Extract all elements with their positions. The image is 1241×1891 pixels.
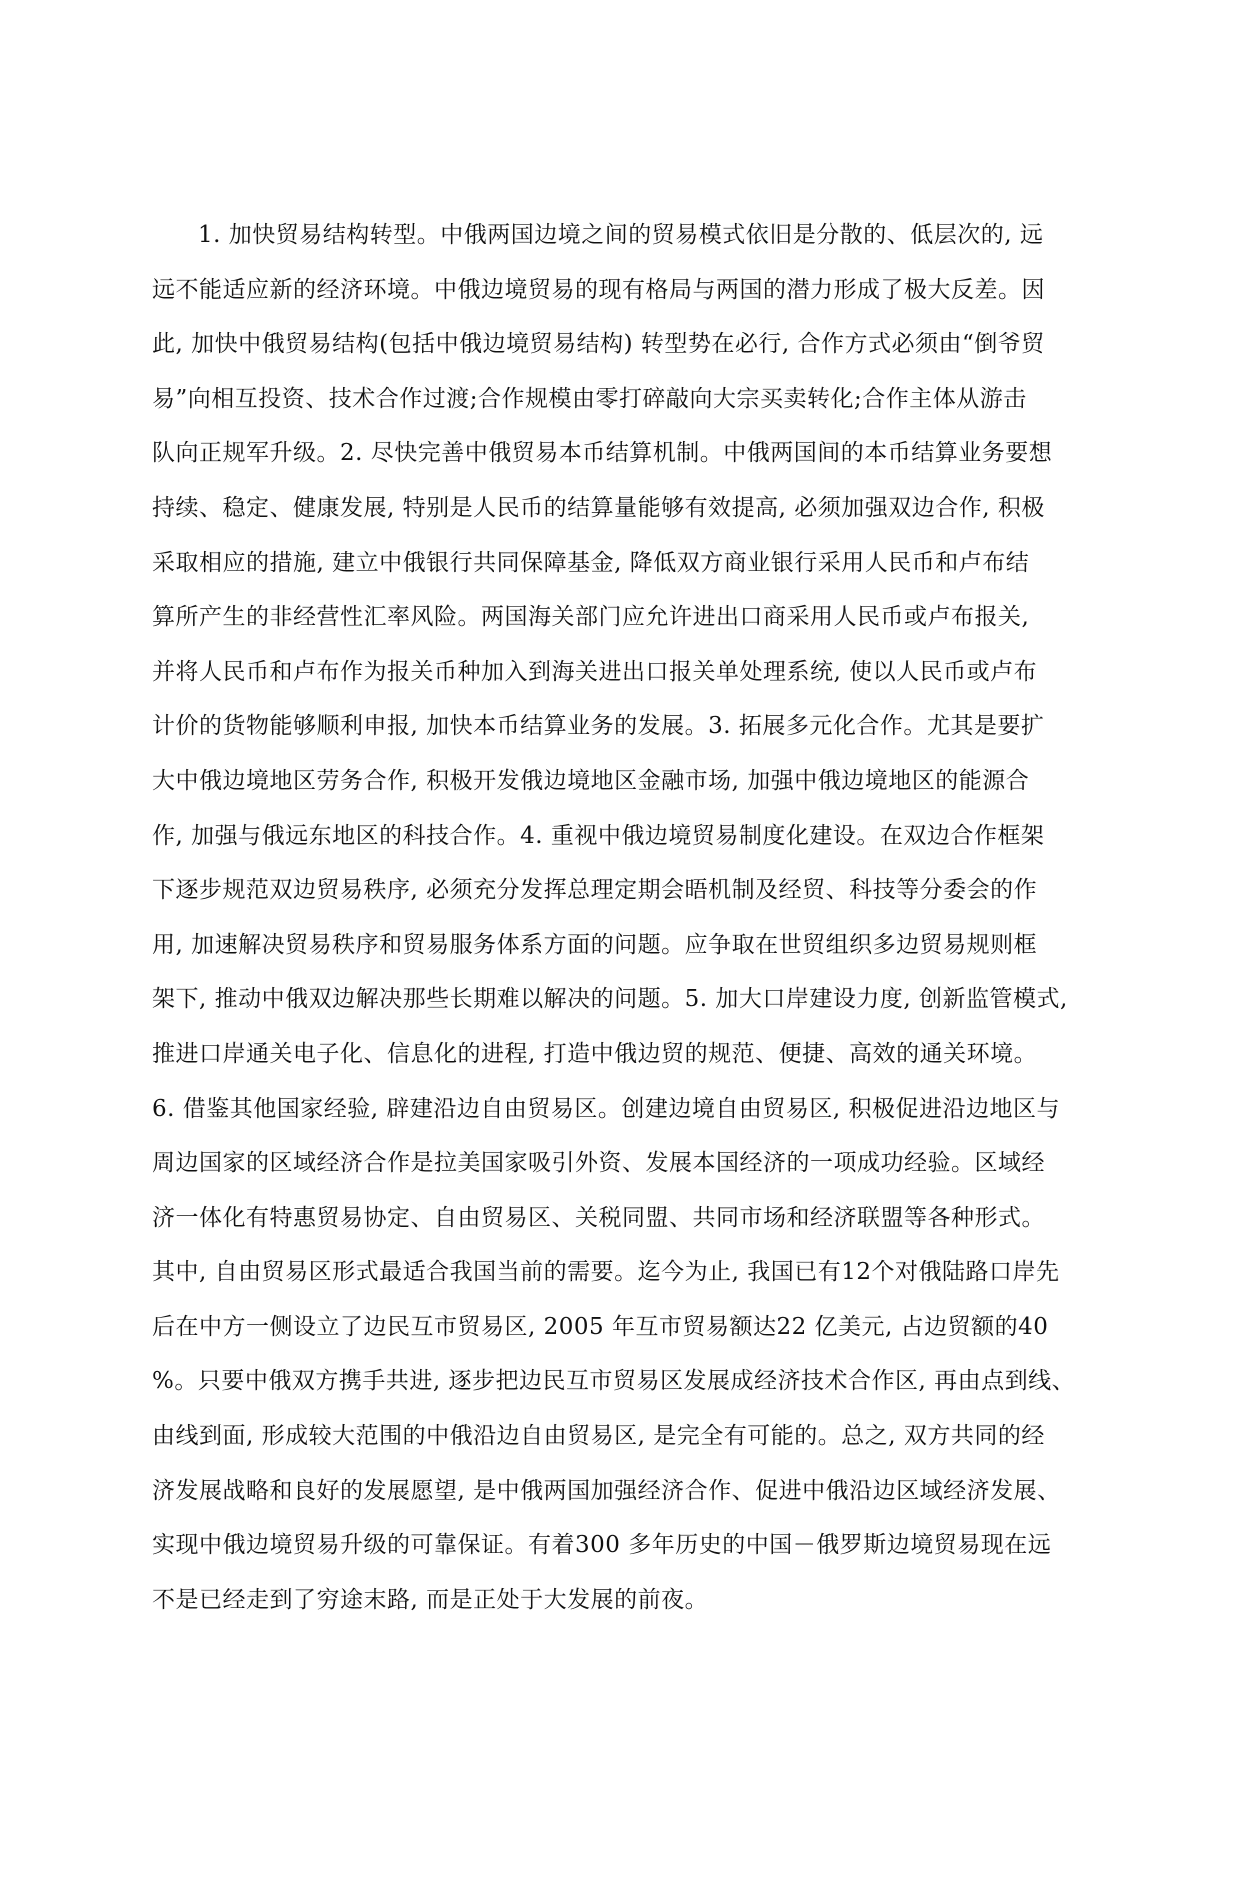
- text-line: 作, 加强与俄远东地区的科技合作。4. 重视中俄边境贸易制度化建设。在双边合作框架: [152, 822, 1045, 849]
- text-line: 算所产生的非经营性汇率风险。两国海关部门应允许进出口商采用人民币或卢布报关,: [152, 604, 1030, 631]
- text-line: 济发展战略和良好的发展愿望, 是中俄两国加强经济合作、促进中俄沿边区域经济发展、: [152, 1477, 1061, 1504]
- text-line: 推进口岸通关电子化、信息化的进程, 打造中俄边贸的规范、便捷、高效的通关环境。: [152, 1040, 1038, 1067]
- text-line: %。只要中俄双方携手共进, 逐步把边民互市贸易区发展成经济技术合作区, 再由点到线、: [152, 1368, 1076, 1395]
- text-line: 不是已经走到了穷途末路, 而是正处于大发展的前夜。: [152, 1586, 709, 1613]
- text-line: 此, 加快中俄贸易结构(包括中俄边境贸易结构) 转型势在必行, 合作方式必须由“倒爷贸: [152, 331, 1045, 358]
- text-line: 采取相应的措施, 建立中俄银行共同保障基金, 降低双方商业银行采用人民币和卢布结: [152, 549, 1030, 576]
- text-line: 用, 加速解决贸易秩序和贸易服务体系方面的问题。应争取在世贸组织多边贸易规则框: [152, 931, 1038, 958]
- text-line: 实现中俄边境贸易升级的可靠保证。有着300 多年历史的中国－俄罗斯边境贸易现在远: [152, 1532, 1052, 1559]
- text-line: 1. 加快贸易结构转型。中俄两国边境之间的贸易模式依旧是分散的、低层次的, 远: [198, 222, 1044, 248]
- text-line: 济一体化有特惠贸易协定、自由贸易区、关税同盟、共同市场和经济联盟等各种形式。: [152, 1204, 1045, 1231]
- text-line: 易”向相互投资、技术合作过渡;合作规模由零打碎敲向大宗买卖转化;合作主体从游击: [152, 385, 1027, 412]
- text-line: 周边国家的区域经济合作是拉美国家吸引外资、发展本国经济的一项成功经验。区域经: [152, 1150, 1045, 1177]
- text-line: 架下, 推动中俄双边解决那些长期难以解决的问题。5. 加大口岸建设力度, 创新监管模式,: [152, 986, 1068, 1013]
- text-line: 持续、稳定、健康发展, 特别是人民币的结算量能够有效提高, 必须加强双边合作, 积极: [152, 494, 1045, 521]
- text-line: 其中, 自由贸易区形式最适合我国当前的需要。迄今为止, 我国已有12个对俄陆路口岸先: [152, 1259, 1060, 1286]
- text-line: 6. 借鉴其他国家经验, 辟建沿边自由贸易区。创建边境自由贸易区, 积极促进沿边地区与: [152, 1095, 1060, 1122]
- text-line: 由线到面, 形成较大范围的中俄沿边自由贸易区, 是完全有可能的。总之, 双方共同的经: [152, 1423, 1045, 1450]
- text-line: 大中俄边境地区劳务合作, 积极开发俄边境地区金融市场, 加强中俄边境地区的能源合: [152, 767, 1030, 794]
- text-line: 队向正规军升级。2. 尽快完善中俄贸易本币结算机制。中俄两国间的本币结算业务要想: [152, 440, 1053, 467]
- text-line: 后在中方一侧设立了边民互市贸易区, 2005 年互市贸易额达22 亿美元, 占边贸额的40: [152, 1313, 1049, 1340]
- text-line: 计价的货物能够顺利申报, 加快本币结算业务的发展。3. 拓展多元化合作。尤其是要扩: [152, 713, 1045, 740]
- text-line: 并将人民币和卢布作为报关币种加入到海关进出口报关单处理系统, 使以人民币或卢布: [152, 658, 1038, 685]
- text-line: 下逐步规范双边贸易秩序, 必须充分发挥总理定期会晤机制及经贸、科技等分委会的作: [152, 877, 1038, 904]
- body-paragraph: [152, 208, 1112, 1627]
- text-line: 远不能适应新的经济环境。中俄边境贸易的现有格局与两国的潜力形成了极大反差。因: [152, 276, 1045, 303]
